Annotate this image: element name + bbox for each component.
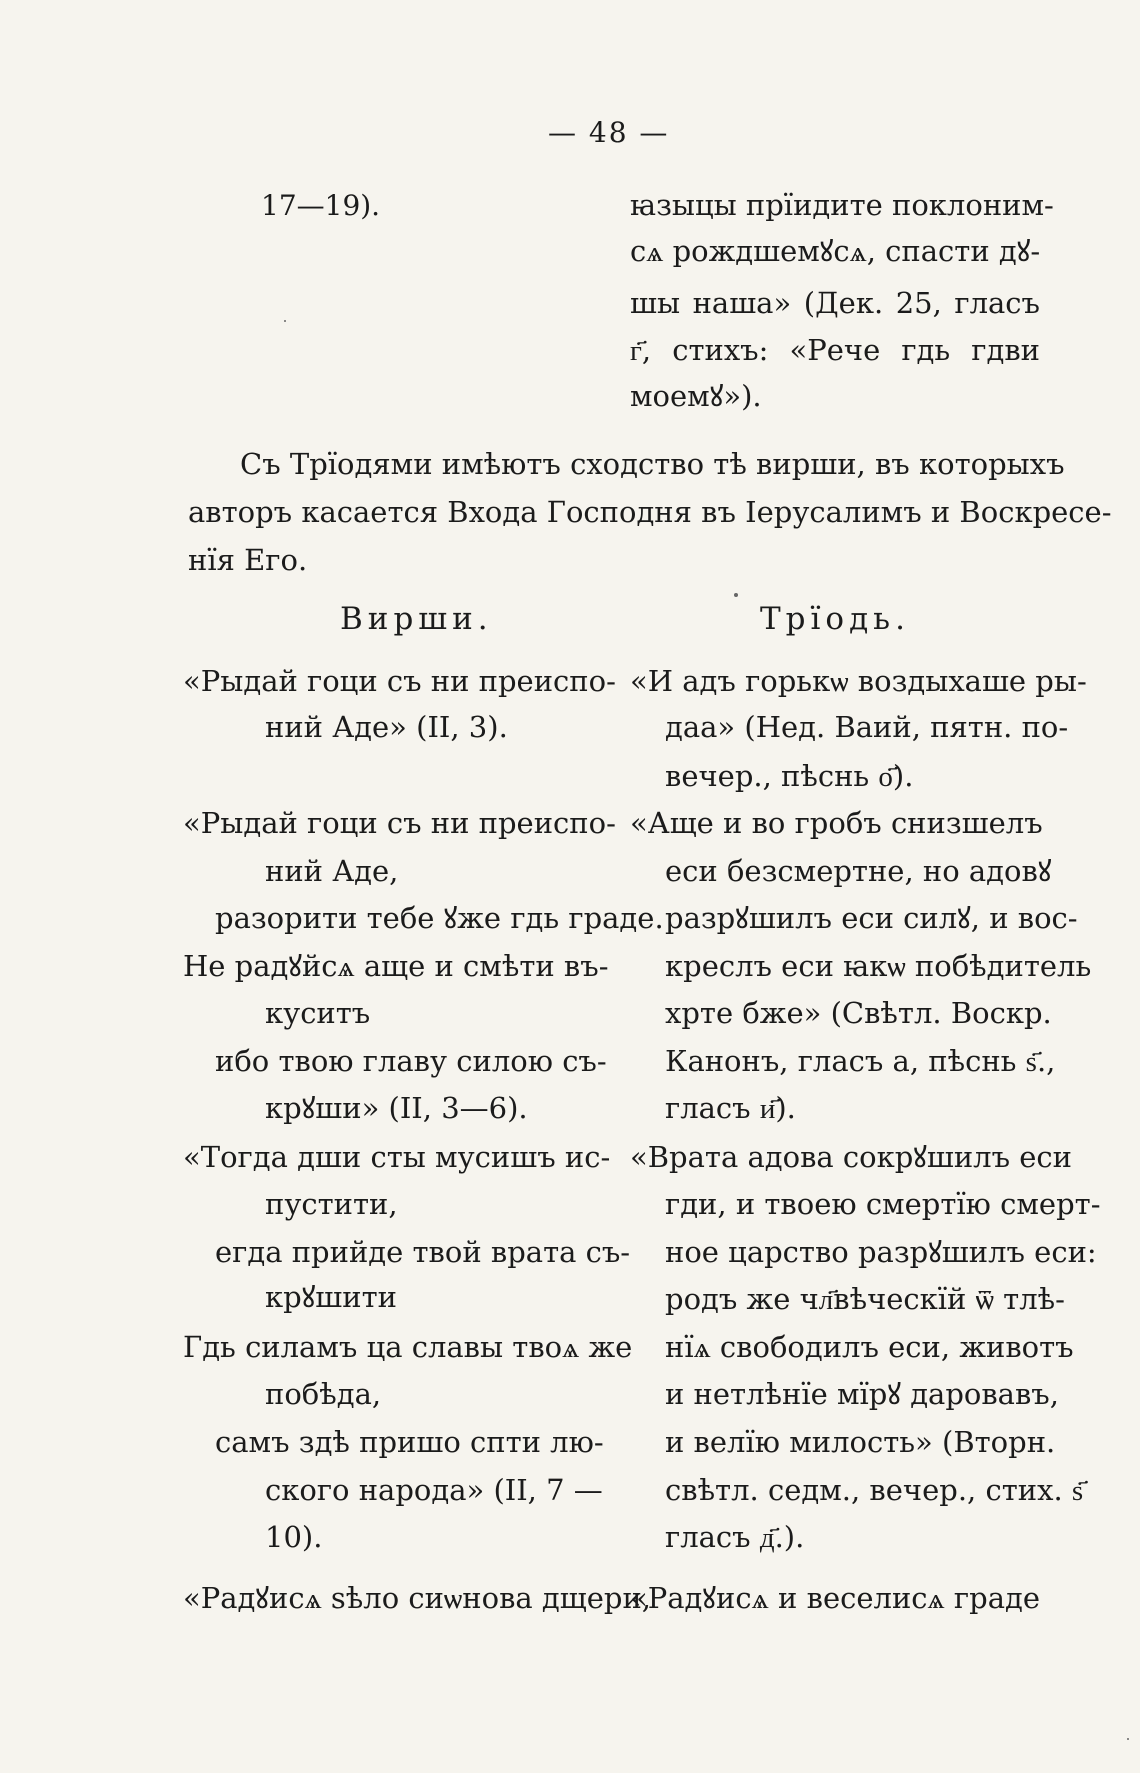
left-verse-line: крꙋши» (II, 3—6). [265, 1091, 528, 1125]
right-verse-line: вечер., пѣснь о҃). [665, 759, 914, 793]
left-verse-line: «Рыдай гоци съ ни преиспо- [183, 806, 616, 840]
left-verse-line: побѣда, [265, 1377, 382, 1411]
right-verse-line: разрꙋшилъ еси силꙋ, и вос- [665, 901, 1078, 935]
left-verse-line: «Тогда дши сты мусишъ ис- [183, 1140, 611, 1174]
left-verse-line: «Радꙋисѧ ѕѣло сиѡнова дщери, [183, 1581, 652, 1615]
left-column-heading: Вирши. [340, 601, 493, 637]
left-verse-line: Гдь силамъ ца славы твоѧ же [183, 1330, 633, 1364]
paper-speck [1127, 1738, 1129, 1740]
page-number: — 48 — [548, 116, 670, 149]
right-verse-line: хрте бже» (Свѣтл. Воскр. [665, 996, 1052, 1030]
right-verse-line: родъ же чл҃вѣческїй ѿ тлѣ- [665, 1282, 1065, 1316]
left-verse-line: разорити тебе ꙋже гдь граде. [215, 901, 664, 935]
left-verse-line: куситъ [265, 996, 371, 1030]
left-verse-line: самъ здѣ пришо спти лю- [215, 1425, 604, 1459]
right-verse-line: гласъ д҃.). [665, 1520, 805, 1554]
right-verse-line: «Врата адова сокрꙋшилъ еси [630, 1140, 1073, 1174]
right-verse-line: Канонъ, гласъ а, пѣснь ѕ҃., [665, 1044, 1056, 1078]
right-verse-line: гди, и твоею смертїю смерт- [665, 1187, 1101, 1221]
paragraph-line: Съ Трїодями имѣютъ сходство тѣ вирши, въ которыхъ [240, 447, 1065, 481]
left-verse-line: ний Аде, [265, 854, 399, 888]
left-verse-line: крꙋшити [265, 1280, 397, 1314]
left-verse-line: «Рыдай гоци съ ни преиспо- [183, 664, 616, 698]
right-verse-line: гласъ и҃). [665, 1091, 796, 1125]
right-verse-line: и нетлѣнїе мїрꙋ даровавъ, [665, 1377, 1059, 1411]
right-verse-line: и велїю милость» (Вторн. [665, 1425, 1056, 1459]
right-verse-line: «Аще и во гробъ снизшелъ [630, 806, 1043, 840]
top-right-line: ꙗзыцы прїидите поклоним- [630, 188, 1054, 222]
right-verse-line: ное царство разрꙋшилъ еси: [665, 1235, 1097, 1269]
right-verse-line: «И адъ горькѡ воздыхаше ры- [630, 664, 1087, 698]
right-verse-line: даа» (Нед. Ваий, пятн. по- [665, 710, 1069, 744]
left-verse-line: 10). [265, 1520, 323, 1554]
right-verse-line: нїѧ свободилъ еси, животъ [665, 1330, 1074, 1364]
top-right-line: моемꙋ»). [630, 379, 762, 413]
right-column-heading: Трїодь. [760, 601, 910, 637]
left-verse-line: ского народа» (II, 7 — [265, 1473, 603, 1507]
top-left-reference: 17—19). [261, 189, 381, 222]
paper-speck [734, 593, 738, 597]
right-verse-line: креслъ еси ꙗкѡ побѣдитель [665, 949, 1092, 983]
left-verse-line: ибо твою главу силою съ- [215, 1044, 607, 1078]
left-verse-line: егда прийде твой врата съ- [215, 1235, 631, 1269]
left-verse-line: Не радꙋйсѧ аще и смѣти въ- [183, 949, 609, 983]
top-right-line: шы наша» (Дек. 25, гласъ [630, 286, 1040, 320]
paper-speck [284, 320, 286, 322]
right-verse-line: «Радꙋисѧ и веселисѧ граде [630, 1581, 1040, 1615]
right-verse-line: свѣтл. седм., вечер., стих. ѕ҃ [665, 1473, 1084, 1507]
paragraph-line: нїя Его. [188, 543, 308, 577]
paragraph-line: авторъ касается Входа Господня въ Іерусалимъ и Воскресе- [188, 495, 1112, 529]
left-verse-line: ний Аде» (II, 3). [265, 710, 508, 744]
top-right-line: сѧ рождшемꙋсѧ, спасти дꙋ- [630, 234, 1041, 268]
top-right-line: г҃, стихъ: «Рече гдь гдви [630, 333, 1040, 367]
right-verse-line: еси безсмертне, но адовꙋ [665, 854, 1052, 888]
left-verse-line: пустити, [265, 1187, 398, 1221]
